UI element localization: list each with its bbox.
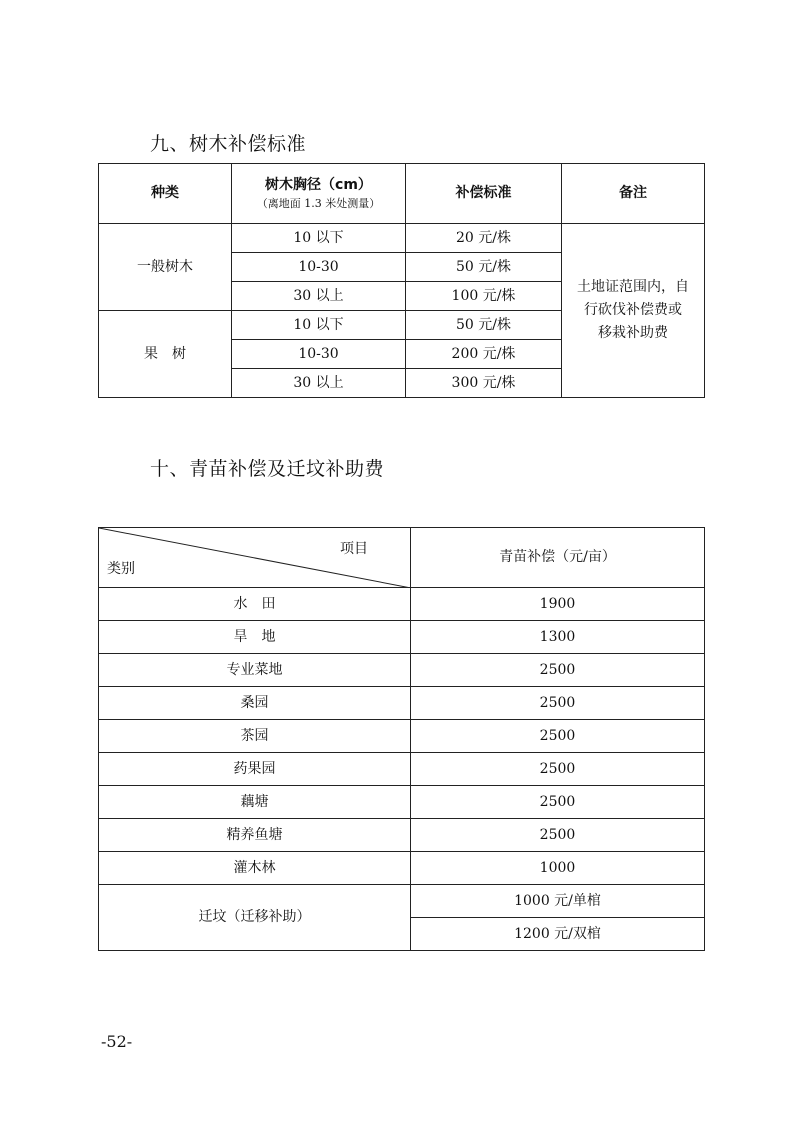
table-row (99, 786, 705, 819)
category-cell: 灌木林 (99, 852, 411, 885)
section-10-title: 十、青苗补偿及迁坟补助费 (150, 458, 385, 480)
crop-compensation-table (98, 527, 705, 951)
diagonal-line (99, 528, 411, 588)
standard-cell: 100 元/株 (406, 282, 562, 311)
table-row (99, 621, 705, 654)
header-remark: 备注 (562, 164, 705, 224)
diameter-cell: 30 以上 (232, 282, 406, 311)
standard-cell: 50 元/株 (406, 311, 562, 340)
category-cell: 藕塘 (99, 786, 411, 819)
value-cell: 1000 (411, 852, 705, 885)
category-cell: 茶园 (99, 720, 411, 753)
header-type: 种类 (99, 164, 232, 224)
remark-line: 移栽补助费 (598, 325, 668, 341)
table-row (99, 852, 705, 885)
header-diameter-note: （离地面 1.3 米处测量） (256, 196, 381, 210)
header-category: 类别 (107, 561, 135, 578)
value-cell: 1900 (411, 588, 705, 621)
category-cell: 水 田 (99, 588, 411, 621)
table-row (99, 224, 705, 253)
value-cell: 2500 (411, 720, 705, 753)
group-name: 一般树木 (99, 224, 232, 311)
header-compensation: 青苗补偿（元/亩） (411, 528, 705, 588)
table-row (99, 720, 705, 753)
diameter-cell: 10 以下 (232, 311, 406, 340)
standard-cell: 300 元/株 (406, 369, 562, 398)
header-diameter (232, 164, 406, 224)
category-cell: 精养鱼塘 (99, 819, 411, 852)
value-cell: 1200 元/双棺 (411, 918, 705, 951)
diameter-cell: 10 以下 (232, 224, 406, 253)
value-cell: 2500 (411, 819, 705, 852)
table-row (99, 654, 705, 687)
table-row (99, 885, 705, 918)
table-row (99, 588, 705, 621)
page-number: -52- (101, 1032, 133, 1051)
tree-compensation-table (98, 163, 705, 398)
diameter-cell: 10-30 (232, 340, 406, 369)
table-row (99, 687, 705, 720)
value-cell: 2500 (411, 654, 705, 687)
table-header-row (99, 164, 705, 224)
value-cell: 1000 元/单棺 (411, 885, 705, 918)
value-cell: 2500 (411, 786, 705, 819)
value-cell: 2500 (411, 687, 705, 720)
category-cell: 迁坟（迁移补助） (99, 885, 411, 951)
value-cell: 1300 (411, 621, 705, 654)
standard-cell: 20 元/株 (406, 224, 562, 253)
header-item: 项目 (340, 541, 368, 557)
standard-cell: 50 元/株 (406, 253, 562, 282)
category-cell: 桑园 (99, 687, 411, 720)
remark-line: 行砍伐补偿费或 (584, 302, 682, 318)
category-cell: 药果园 (99, 753, 411, 786)
category-cell: 专业菜地 (99, 654, 411, 687)
group-name: 果 树 (99, 311, 232, 398)
diameter-cell: 30 以上 (232, 369, 406, 398)
standard-cell: 200 元/株 (406, 340, 562, 369)
diameter-cell: 10-30 (232, 253, 406, 282)
section-9-title: 九、树木补偿标准 (150, 133, 307, 155)
diagonal-header-cell (99, 528, 411, 588)
table-header-row (99, 528, 705, 588)
value-cell: 2500 (411, 753, 705, 786)
header-diameter-label: 树木胸径（cm） (265, 177, 372, 193)
table-row (99, 753, 705, 786)
remark-line: 土地证范围内，自 (577, 279, 689, 295)
category-cell: 旱 地 (99, 621, 411, 654)
table-row (99, 819, 705, 852)
remark-cell (562, 224, 705, 398)
header-standard: 补偿标准 (406, 164, 562, 224)
